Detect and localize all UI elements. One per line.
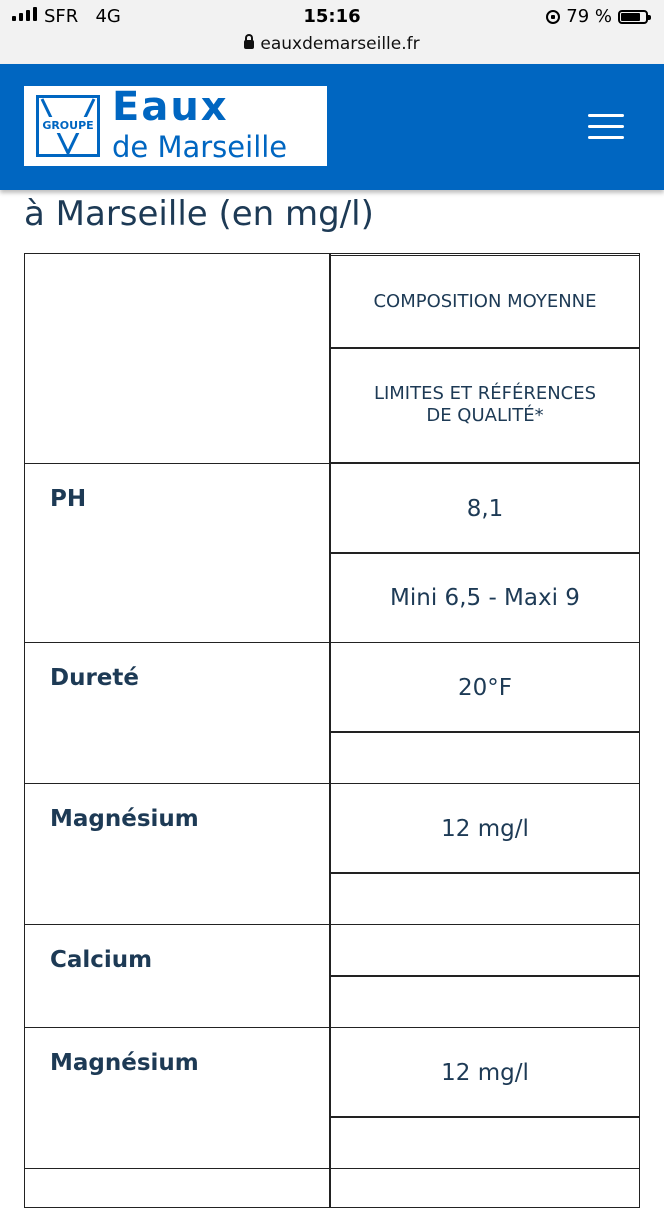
site-header bbox=[0, 64, 664, 190]
orientation-lock-icon bbox=[546, 10, 560, 24]
parameter-label: Magnésium bbox=[50, 806, 199, 832]
composition-value: 12 mg/l bbox=[330, 783, 640, 874]
battery-percent: 79 % bbox=[566, 6, 612, 27]
site-logo[interactable] bbox=[24, 86, 327, 166]
column-header-composition: COMPOSITION MOYENNE bbox=[330, 255, 640, 349]
page-heading: à Marseille (en mg/l) bbox=[24, 194, 374, 234]
parameter-label: Calcium bbox=[50, 947, 153, 973]
url-text: eauxdemarseille.fr bbox=[260, 34, 420, 54]
limits-value bbox=[330, 975, 640, 1028]
table-row bbox=[24, 1168, 640, 1208]
composition-value: 12 mg/l bbox=[330, 1027, 640, 1118]
logo-subtitle: de Marseille bbox=[112, 130, 288, 164]
carrier-label: SFR 4G bbox=[44, 6, 121, 27]
status-bar bbox=[0, 0, 664, 34]
logo-title: Eaux bbox=[112, 84, 229, 130]
composition-value: 20°F bbox=[330, 642, 640, 733]
address-bar[interactable] bbox=[0, 34, 664, 64]
limits-value bbox=[330, 731, 640, 784]
logo-badge-text: GROUPE bbox=[42, 119, 94, 132]
parameter-label: Dureté bbox=[50, 665, 140, 691]
composition-value bbox=[330, 924, 640, 977]
column-header-limits: LIMITES ET RÉFÉRENCES DE QUALITÉ* bbox=[330, 347, 640, 463]
table-header-empty-cell bbox=[25, 254, 331, 463]
network-label: 4G bbox=[95, 6, 121, 27]
battery-icon bbox=[618, 10, 648, 24]
limits-value bbox=[330, 1116, 640, 1169]
limits-value: Mini 6,5 - Maxi 9 bbox=[330, 552, 640, 643]
composition-value: 8,1 bbox=[330, 463, 640, 554]
hamburger-icon[interactable] bbox=[588, 114, 624, 140]
lock-icon bbox=[244, 40, 254, 49]
parameter-label: PH bbox=[50, 486, 87, 512]
limits-value bbox=[330, 872, 640, 925]
logo-badge-icon bbox=[36, 95, 100, 157]
parameter-label: Magnésium bbox=[50, 1050, 199, 1076]
clock: 15:16 bbox=[303, 6, 361, 27]
